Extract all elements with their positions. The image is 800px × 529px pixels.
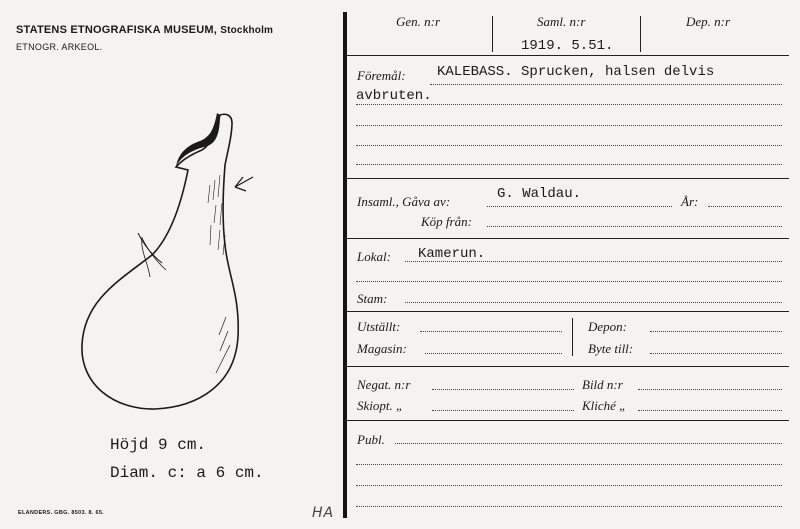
saml-number-value: 1919. 5.51.: [521, 38, 614, 54]
dotted-line: [638, 410, 782, 411]
collected-gift-label: Insaml., Gåva av:: [357, 194, 451, 209]
cliche-label: Kliché „: [582, 398, 627, 413]
storage-label: Magasin:: [357, 341, 407, 356]
dotted-line: [708, 206, 782, 207]
museum-name: STATENS ETNOGRAFISKA MUSEUM,: [16, 24, 217, 36]
section-rule: [347, 55, 789, 56]
dotted-line: [356, 464, 782, 465]
number-separator: [492, 16, 493, 52]
section-rule: [347, 238, 789, 239]
dotted-line: [356, 281, 782, 282]
dotted-line: [356, 145, 782, 146]
department-label: ETNOGR. ARKEOL.: [16, 42, 103, 52]
deposited-label: Depon:: [588, 319, 627, 334]
saml-number-label: Saml. n:r: [537, 14, 586, 29]
handwritten-initials: HA: [312, 505, 335, 521]
dotted-line: [425, 353, 562, 354]
dotted-line: [405, 261, 782, 262]
exchanged-label: Byte till:: [588, 341, 634, 356]
dotted-line: [638, 389, 782, 390]
dotted-line: [356, 164, 782, 165]
object-description-line2: avbruten.: [356, 88, 432, 104]
object-label: Föremål:: [357, 68, 406, 83]
year-label: År:: [681, 194, 699, 209]
museum-city: Stockholm: [220, 25, 274, 36]
dotted-line: [420, 331, 562, 332]
dotted-line: [356, 104, 782, 105]
dotted-line: [487, 206, 672, 207]
gourd-drawing: [70, 105, 270, 420]
purchased-from-label: Köp från:: [421, 214, 472, 229]
dotted-line: [430, 84, 782, 85]
dotted-line: [650, 331, 782, 332]
section-rule: [347, 366, 789, 367]
column-separator: [572, 318, 573, 356]
dotted-line: [405, 302, 782, 303]
section-rule: [347, 178, 789, 179]
collected-gift-value: G. Waldau.: [497, 186, 582, 202]
tribe-label: Stam:: [357, 291, 388, 306]
section-rule: [347, 311, 789, 312]
dep-number-label: Dep. n:r: [686, 14, 731, 29]
locality-label: Lokal:: [357, 249, 391, 264]
height-measurement: Höjd 9 cm.: [110, 436, 207, 454]
exhibited-label: Utställt:: [357, 319, 401, 334]
diameter-measurement: Diam. c: a 6 cm.: [110, 464, 264, 482]
publication-label: Publ.: [357, 432, 385, 447]
dotted-line: [487, 226, 782, 227]
number-separator: [640, 16, 641, 52]
dotted-line: [356, 506, 782, 507]
museum-title: [16, 24, 273, 36]
dotted-line: [650, 353, 782, 354]
dotted-line: [356, 485, 782, 486]
dotted-line: [432, 389, 574, 390]
printer-imprint: ELANDERS. GBG. 8503. 8. 65.: [18, 510, 105, 516]
locality-value: Kamerun.: [418, 246, 486, 262]
dotted-line: [432, 410, 574, 411]
gen-number-label: Gen. n:r: [396, 14, 441, 29]
dotted-line: [356, 125, 782, 126]
dotted-line: [395, 443, 782, 444]
image-number-label: Bild n:r: [582, 377, 623, 392]
section-rule: [347, 420, 789, 421]
slide-label: Skiopt. „: [357, 398, 404, 413]
card-divider: [343, 12, 347, 518]
object-description-line1: KALEBASS. Sprucken, halsen delvis: [437, 64, 715, 80]
negative-number-label: Negat. n:r: [357, 377, 411, 392]
